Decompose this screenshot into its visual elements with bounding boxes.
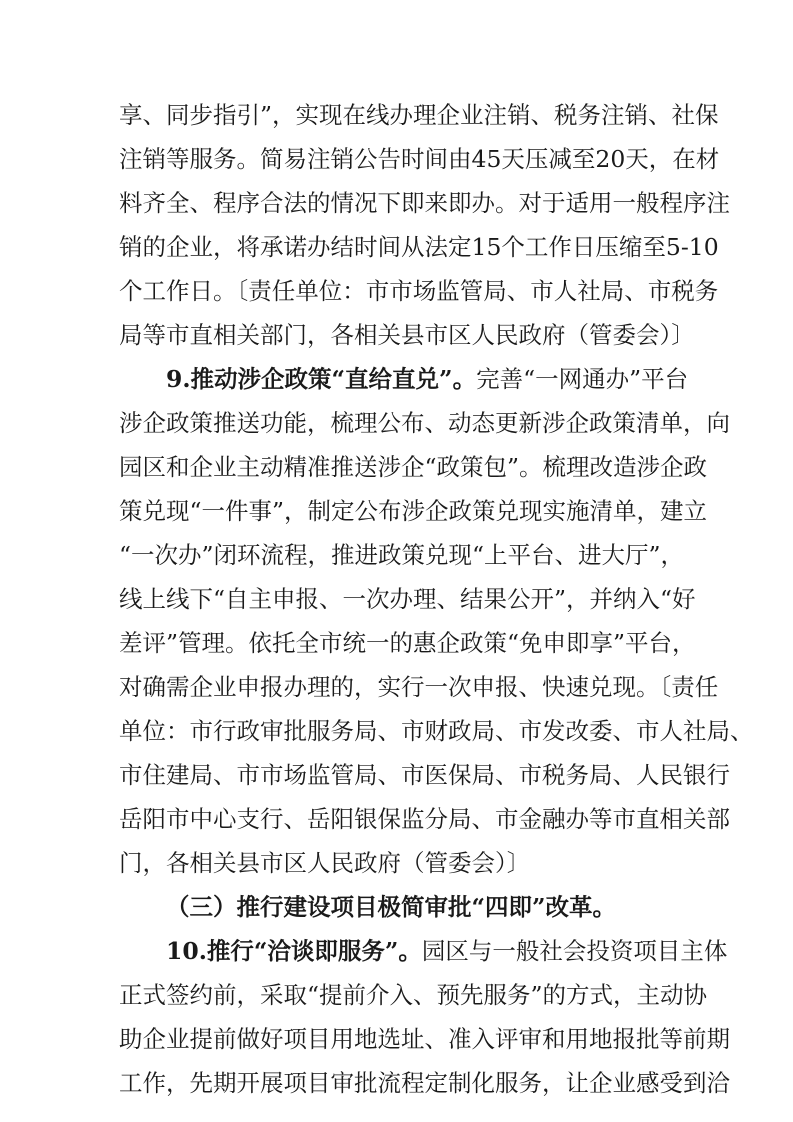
paragraph-line: 涉企政策推送功能，梳理公布、动态更新涉企政策清单，向 [119, 409, 730, 437]
paragraph-line: 助企业提前做好项目用地选址、准入评审和用地报批等前期 [119, 1025, 730, 1053]
item-10-first-line [119, 933, 728, 969]
paragraph-line: 个工作日。〔责任单位：市市场监管局、市人社局、市税务 [119, 277, 719, 305]
paragraph-line: 注销等服务。简易注销公告时间由45天压减至20天，在材 [119, 145, 720, 173]
paragraph-line: 正式签约前，采取“提前介入、预先服务”的方式，主动协 [119, 981, 708, 1009]
item-10-title: 10.推行“洽谈即服务”。 [166, 937, 422, 965]
paragraph-line: 工作，先期开展项目审批流程定制化服务，让企业感受到洽 [119, 1069, 730, 1097]
item-9-first-line-text: 完善“一网通办”平台 [476, 365, 689, 393]
item-9-title: 9.推动涉企政策“直给直兑”。 [166, 365, 477, 393]
paragraph-line: 享、同步指引”，实现在线办理企业注销、税务注销、社保 [119, 101, 719, 129]
paragraph-line: 市住建局、市市场监管局、市医保局、市税务局、人民银行 [119, 761, 730, 789]
paragraph-line: 线上线下“自主申报、一次办理、结果公开”，并纳入“好 [119, 585, 696, 613]
paragraph-line: 料齐全、程序合法的情况下即来即办。对于适用一般程序注 [119, 189, 730, 217]
paragraph-line: 销的企业，将承诺办结时间从法定15个工作日压缩至5-10 [119, 233, 719, 261]
section-heading: （三）推行建设项目极简审批“四即”改革。 [166, 893, 617, 921]
paragraph-line: 局等市直相关部门，各相关县市区人民政府（管委会）〕 [119, 321, 695, 349]
paragraph-line: 岳阳市中心支行、岳阳银保监分局、市金融办等市直相关部 [119, 805, 730, 833]
item-9-first-line [119, 361, 689, 397]
paragraph-line: “一次办”闭环流程，推进政策兑现“上平台、进大厅”， [119, 541, 685, 569]
paragraph-line: 策兑现“一件事”，制定公布涉企政策兑现实施清单，建立 [119, 497, 708, 525]
paragraph-line: 园区和企业主动精准推送涉企“政策包”。梳理改造涉企政 [119, 453, 708, 481]
paragraph-line: 差评”管理。依托全市统一的惠企政策“免申即享”平台， [119, 629, 696, 657]
item-10-first-line-text: 园区与一般社会投资项目主体 [421, 937, 728, 965]
paragraph-line: 单位：市行政审批服务局、市财政局、市发改委、市人社局、 [119, 717, 754, 745]
paragraph-line: 对确需企业申报办理的，实行一次申报、快速兑现。〔责任 [119, 673, 719, 701]
paragraph-line: 门，各相关县市区人民政府（管委会）〕 [119, 849, 531, 877]
